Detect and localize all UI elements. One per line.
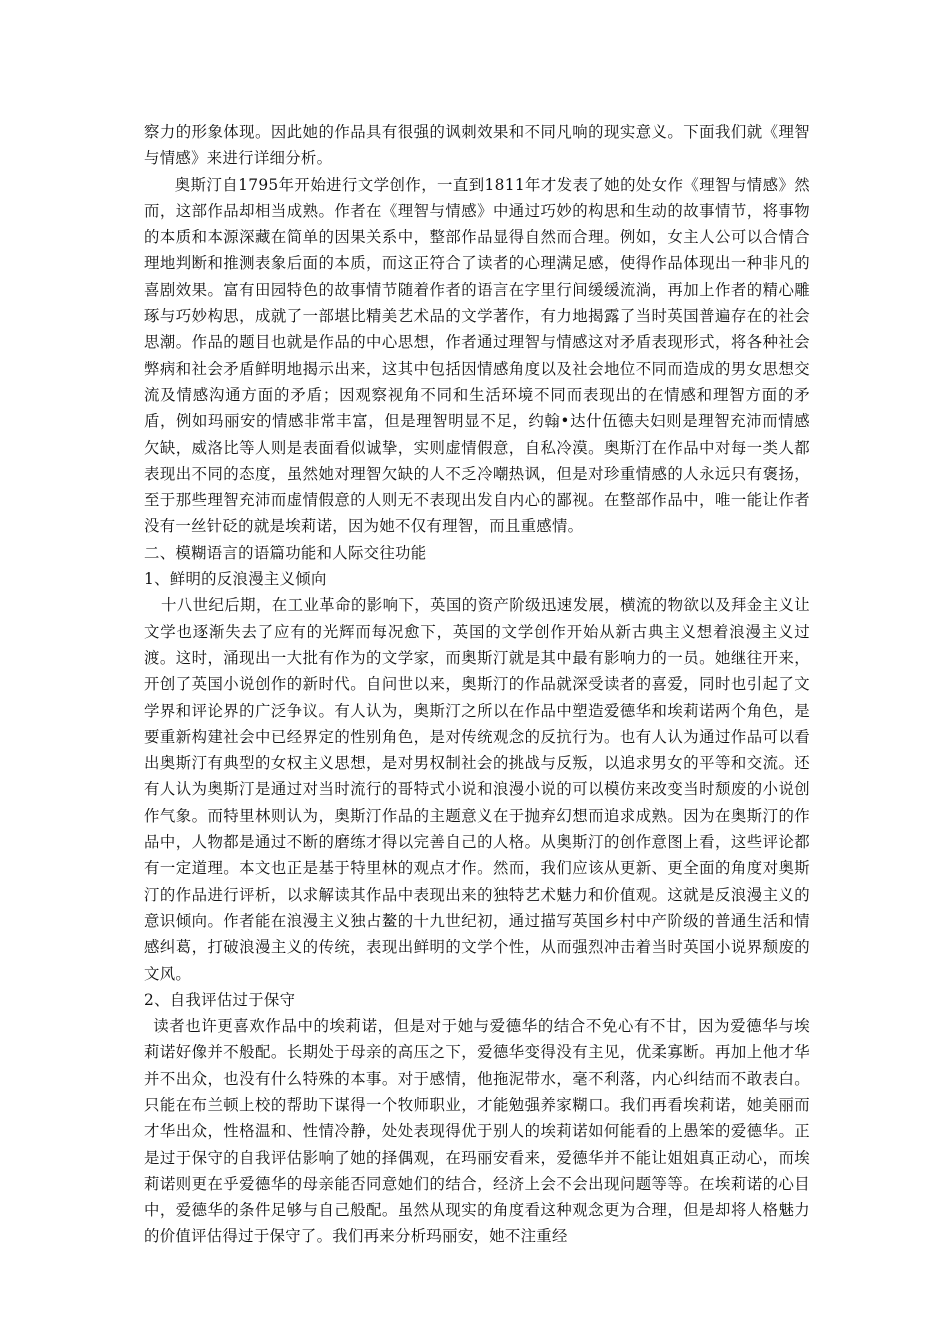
paragraph-intro-continued: 察力的形象体现。因此她的作品具有很强的讽刺效果和不同凡响的现实意义。下面我们就《理智与情感》来进行详细分析。 xyxy=(144,123,810,168)
subsection-heading-2: 2、自我评估过于保守 xyxy=(144,990,296,1009)
subsection-heading-1: 1、鲜明的反浪漫主义倾向 xyxy=(144,570,327,589)
paragraph-anti-romanticism: 十八世纪后期，在工业革命的影响下，英国的资产阶级迅速发展，横流的物欲以及拜金主义让文学也逐渐失去了应有的光辉而每况愈下，英国的文学创作开始从新古典主义想着浪漫主义过渡。这时，涌现出一大批有作为的文学家，而奥斯汀就是其中最有影响力的一员。她继往开来，开创了英国小说创作的新时代。自问世以来，奥斯汀的作品就深受读者的喜爱，同时也引起了文学界和评论界的广泛争议。有人认为，奥斯汀之所以在作品中塑造爱德华和埃莉诺两个角色，是要重新构建社会中已经界定的性别角色，是对传统观念的反抗行为。也有人认为通过作品可以看出奥斯汀有典型的女权主义思想，是对男权制社会的挑战与反叛，以追求男女的平等和交流。还有人认为奥斯汀是通过对当时流行的哥特式小说和浪漫小说的可以模仿来改变当时颓废的小说创作气象。而特里林则认为，奥斯汀作品的主题意义在于抛弃幻想而追求成熟。因为在奥斯汀的作品中，人物都是通过不断的磨练才得以完善自己的人格。从奥斯汀的创作意图上看，这些评论都有一定道理。本文也正是基于特里林的观点才作。然而，我们应该从更新、更全面的角度对奥斯汀的作品进行评析，以求解读其作品中表现出来的独特艺术魅力和价值观。这就是反浪漫主义的意识倾向。作者能在浪漫主义独占鳌的十九世纪初，通过描写英国乡村中产阶级的普通生活和情感纠葛，打破浪漫主义的传统，表现出鲜明的文学个性，从而强烈冲击着当时英国小说界颓废的文风。 xyxy=(144,596,810,983)
section-heading-2: 二、模糊语言的语篇功能和人际交往功能 xyxy=(144,543,427,562)
paragraph-conservative-self-assessment: 读者也许更喜欢作品中的埃莉诺，但是对于她与爱德华的结合不免心有不甘，因为爱德华与埃莉诺好像并不般配。长期处于母亲的高压之下，爱德华变得没有主见，优柔寡断。再加上他才华并不出众，也没有什么特殊的本事。对于感情，他拖泥带水，毫不利落，内心纠结而不敢表白。只能在布兰顿上校的帮助下谋得一个牧师职业，才能勉强养家糊口。我们再看埃莉诺，她美丽而才华出众，性格温和、性情冷静，处处表现得优于别人的埃莉诺如何能看的上愚笨的爱德华。正是过于保守的自我评估影响了她的择偶观，在玛丽安看来，爱德华并不能让姐姐真正动心，而埃莉诺则更在乎爱德华的母亲能否同意她们的结合，经济上会不会出现问题等等。在埃莉诺的心目中，爱德华的条件足够与自己般配。虽然从现实的角度看这种观念更为合理，但是却将人格魅力的价值评估得过于保守了。我们再来分析玛丽安，她不注重经 xyxy=(144,1017,810,1246)
paragraph-austen-first-novel: 奥斯汀自1795年开始进行文学创作，一直到1811年才发表了她的处女作《理智与情感》然而，这部作品却相当成熟。作者在《理智与情感》中通过巧妙的构思和生动的故事情节，将事物的本质和本源深藏在简单的因果关系中，整部作品显得自然而合理。例如，女主人公可以合情合理地判断和推测表象后面的本质，而这正符合了读者的心理满足感，使得作品体现出一种非凡的喜剧效果。富有田园特色的故事情节随着作者的语言在字里行间缓缓流淌，再加上作者的精心雕琢与巧妙构思，成就了一部堪比精美艺术品的文学著作，有力地揭露了当时英国普遍存在的社会思潮。作品的题目也就是作品的中心思想，作者通过理智与情感这对矛盾表现形式，将各种社会弊病和社会矛盾鲜明地揭示出来，这其中包括因情感角度以及社会地位不同而造成的男女思想交流及情感沟通方面的矛盾；因观察视角不同和生活环境不同而表现出的在情感和理智方面的矛盾，例如玛丽安的情感非常丰富，但是理智明显不足，约翰•达什伍德夫妇则是理智充沛而情感欠缺，威洛比等人则是表面看似诚挚，实则虚情假意，自私冷漠。奥斯汀在作品中对每一类人都表现出不同的态度，虽然她对理智欠缺的人不乏冷嘲热讽，但是对珍重情感的人永远只有褒扬，至于那些理智充沛而虚情假意的人则无不表现出发自内心的鄙视。在整部作品中，唯一能让作者没有一丝针砭的就是埃莉诺，因为她不仅有理智，而且重感情。 xyxy=(144,175,810,536)
